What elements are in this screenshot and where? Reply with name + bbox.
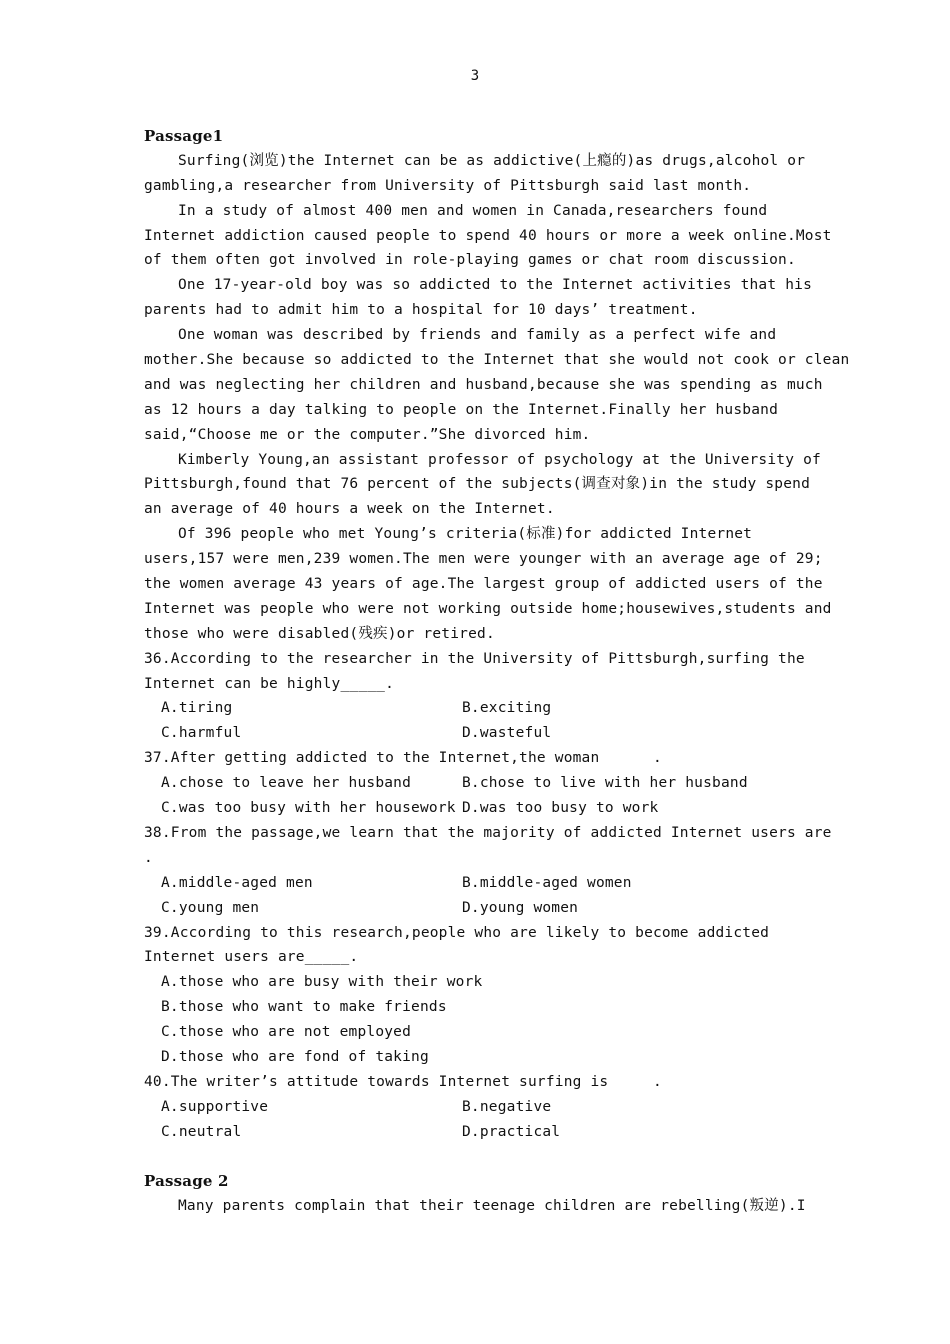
passage-line: One 17-year-old boy was so addicted to the Internet activities that his	[178, 277, 813, 294]
option-37-b: B.chose to live with her husband	[462, 775, 748, 792]
option-40-d: D.practical	[462, 1123, 561, 1140]
option-38-a: A.middle-aged men	[161, 874, 313, 891]
option-36-a: A.tiring	[161, 700, 233, 717]
passage-line: the women average 43 years of age.The largest group of addicted users of the	[144, 576, 823, 593]
question-36: 36.According to the researcher in the University of Pittsburgh,surfing the	[144, 650, 805, 667]
option-38-b: B.middle-aged women	[462, 874, 632, 891]
option-37-a: A.chose to leave her husband	[161, 775, 412, 792]
options-row	[144, 1095, 824, 1120]
option-39-d: D.those who are fond of taking	[161, 1048, 429, 1065]
question-40: 40.The writer’s attitude towards Internet surfing is .	[144, 1073, 662, 1090]
options-row	[144, 896, 824, 921]
question-39-cont: Internet users are_____.	[144, 949, 359, 966]
option-37-c: C.was too busy with her housework	[161, 800, 456, 817]
spacer	[144, 1145, 824, 1170]
option-40-c: C.neutral	[161, 1123, 242, 1140]
question-37: 37.After getting addicted to the Internet,the woman .	[144, 750, 662, 767]
option-37-d: D.was too busy to work	[462, 800, 659, 817]
passage-line: mother.She because so addicted to the Internet that she would not cook or clean	[144, 352, 850, 369]
option-40-a: A.supportive	[161, 1098, 269, 1115]
passage-line: said,“Choose me or the computer.”She divorced him.	[144, 426, 591, 443]
passage-line: Internet was people who were not working outside home;housewives,students and	[144, 600, 832, 617]
passage-line: of them often got involved in role-playing games or chat room discussion.	[144, 252, 796, 269]
options-row	[144, 721, 824, 746]
options-row	[144, 796, 824, 821]
option-39-a: A.those who are busy with their work	[161, 974, 483, 991]
passage-line: users,157 were men,239 women.The men were younger with an average age of 29;	[144, 551, 823, 568]
passage-line: those who were disabled(残疾)or retired.	[144, 625, 495, 642]
question-39: 39.According to this research,people who are likely to become addicted	[144, 924, 770, 941]
options-row	[144, 1120, 824, 1145]
option-36-d: D.wasteful	[462, 725, 552, 742]
option-36-c: C.harmful	[161, 725, 242, 742]
option-40-b: B.negative	[462, 1098, 552, 1115]
passage-line: gambling,a researcher from University of Pittsburgh said last month.	[144, 177, 752, 194]
passage-line: In a study of almost 400 men and women in Canada,researchers found	[178, 202, 768, 219]
passage-line: Many parents complain that their teenage children are rebelling(叛逆).I	[178, 1198, 806, 1215]
question-38-cont: .	[144, 849, 153, 866]
passage-line: Internet addiction caused people to spend 40 hours or more a week online.Most	[144, 227, 832, 244]
passage1-title: Passage1	[144, 127, 224, 145]
option-38-d: D.young women	[462, 899, 579, 916]
passage-line: Of 396 people who met Young’s criteria(标准)for addicted Internet	[178, 526, 753, 543]
option-39-c: C.those who are not employed	[161, 1024, 412, 1041]
option-36-b: B.exciting	[462, 700, 552, 717]
question-36-cont: Internet can be highly_____.	[144, 675, 395, 692]
passage-line: as 12 hours a day talking to people on the Internet.Finally her husband	[144, 401, 779, 418]
option-38-c: C.young men	[161, 899, 260, 916]
passage-line: and was neglecting her children and husband,because she was spending as much	[144, 376, 823, 393]
page-number: 3	[470, 68, 480, 84]
option-39-b: B.those who want to make friends	[161, 999, 447, 1016]
passage2-title: Passage 2	[144, 1172, 229, 1191]
passage-line: Pittsburgh,found that 76 percent of the subjects(调查对象)in the study spend	[144, 476, 811, 493]
passage-line: an average of 40 hours a week on the Internet.	[144, 501, 555, 518]
options-row	[144, 771, 824, 796]
passage-line: One woman was described by friends and family as a perfect wife and	[178, 327, 777, 344]
passage-line: Kimberly Young,an assistant professor of psychology at the University of	[178, 451, 821, 468]
options-row	[144, 871, 824, 896]
options-row	[144, 696, 824, 721]
passage-line: Surfing(浏览)the Internet can be as addictive(上瘾的)as drugs,alcohol or	[178, 152, 806, 169]
question-38: 38.From the passage,we learn that the majority of addicted Internet users are	[144, 824, 832, 841]
document-body	[144, 124, 850, 1219]
passage-line: parents had to admit him to a hospital for 10 days’ treatment.	[144, 302, 698, 319]
